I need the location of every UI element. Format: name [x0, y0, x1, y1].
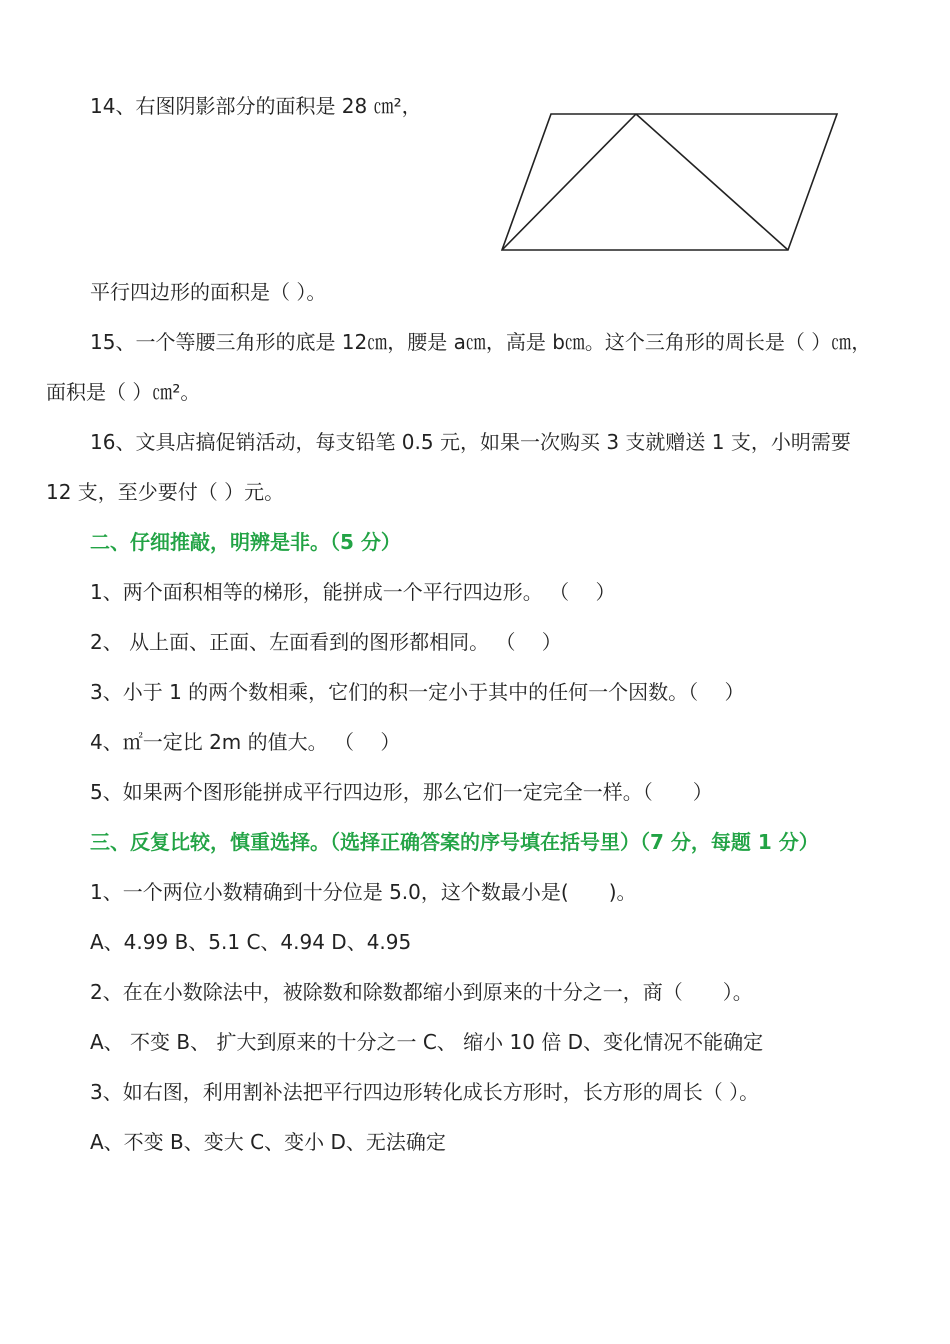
true-false-item-3: 3、小于 1 的两个数相乘，它们的积一定小于其中的任何一个因数。（ ） [90, 680, 745, 704]
choice-question-2: 2、在在小数除法中，被除数和除数都缩小到原来的十分之一，商（ ）。 [90, 980, 753, 1004]
section-3-heading: 三、反复比较，慎重选择。（选择正确答案的序号填在括号里）（7 分，每题 1 分） [90, 830, 819, 854]
question-14-line-1: 14、右图阴影部分的面积是 28 ㎝²， [90, 94, 422, 118]
true-false-item-4: 4、㎡一定比 2m 的值大。 （ ） [90, 730, 401, 754]
parallelogram-figure [495, 108, 845, 258]
true-false-item-1: 1、两个面积相等的梯形，能拼成一个平行四边形。 （ ） [90, 580, 616, 604]
question-16-line-1: 16、文具店搞促销活动，每支铅笔 0.5 元，如果一次购买 3 支就赠送 1 支，小明需要 [90, 430, 851, 454]
true-false-item-5: 5、如果两个图形能拼成平行四边形，那么它们一定完全一样。（ ） [90, 780, 713, 804]
choice-question-1-options: A、4.99 B、5.1 C、4.94 D、4.95 [90, 930, 412, 954]
question-15-line-2: 面积是（ ）㎝²。 [46, 380, 201, 404]
question-14-line-2: 平行四边形的面积是（ ）。 [90, 280, 327, 304]
parallelogram-outline [502, 114, 837, 250]
choice-question-2-options: A、 不变 B、 扩大到原来的十分之一 C、 缩小 10 倍 D、变化情况不能确定 [90, 1030, 764, 1054]
question-15-line-1: 15、一个等腰三角形的底是 12㎝，腰是 a㎝，高是 b㎝。这个三角形的周长是（ ）㎝， [90, 330, 872, 354]
choice-question-1: 1、一个两位小数精确到十分位是 5.0，这个数最小是( )。 [90, 880, 637, 904]
choice-question-3: 3、如右图，利用割补法把平行四边形转化成长方形时，长方形的周长（ ）。 [90, 1080, 760, 1104]
choice-question-3-options: A、不变 B、变大 C、变小 D、无法确定 [90, 1130, 446, 1154]
section-2-heading: 二、仔细推敲，明辨是非。（5 分） [90, 530, 401, 554]
triangle-left-edge [502, 114, 636, 250]
true-false-item-2: 2、 从上面、正面、左面看到的图形都相同。 （ ） [90, 630, 562, 654]
question-16-line-2: 12 支，至少要付（ ）元。 [46, 480, 285, 504]
triangle-right-edge [636, 114, 788, 250]
